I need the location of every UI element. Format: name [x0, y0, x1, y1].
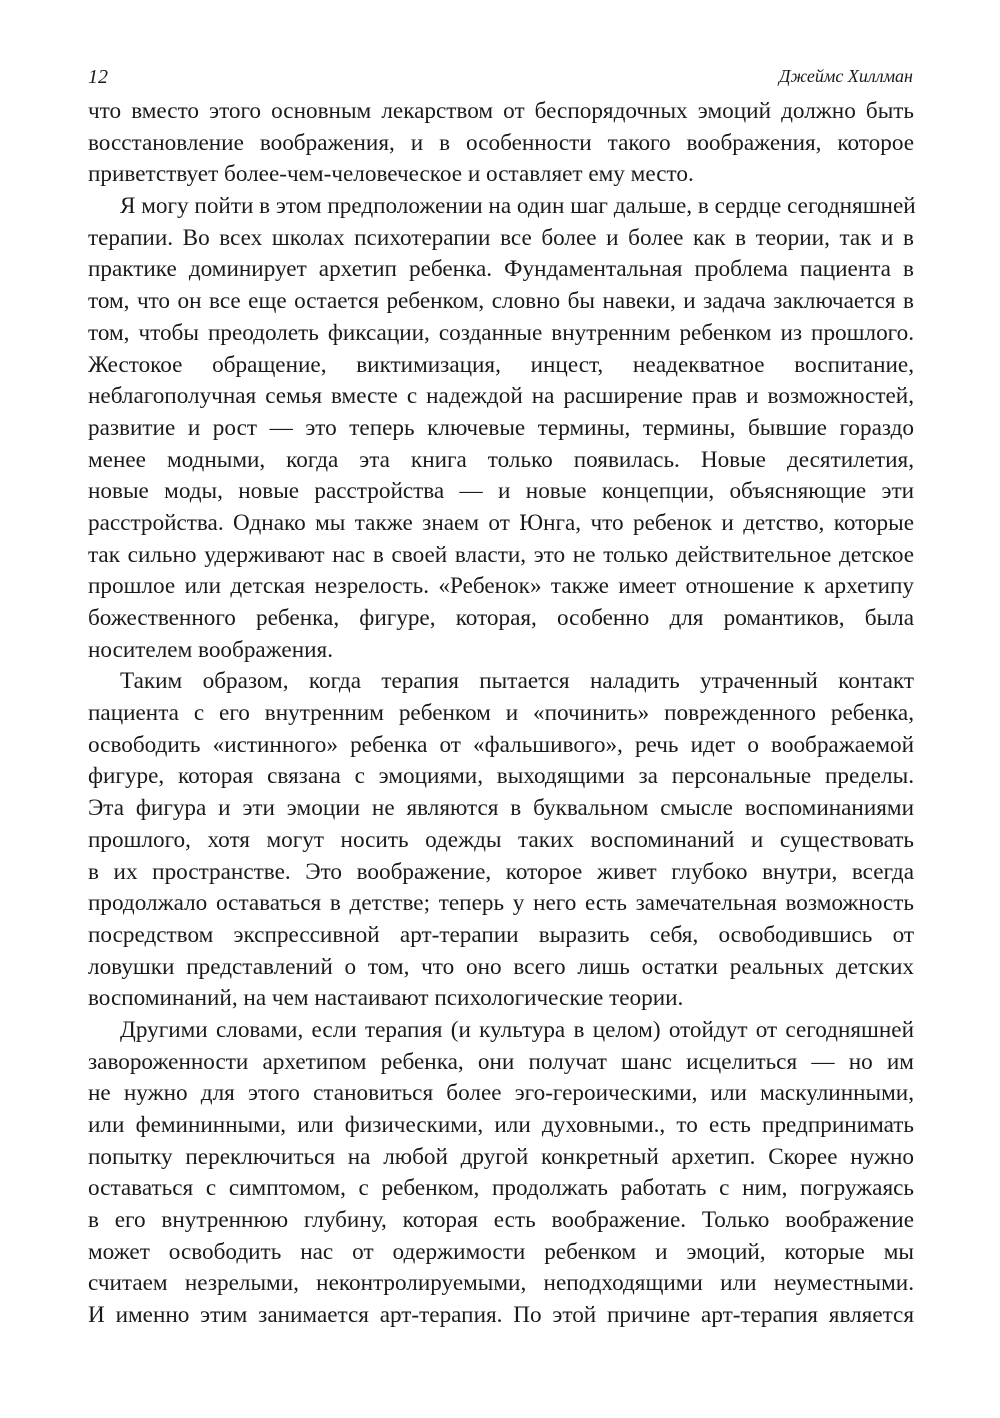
- text-line: расстройства. Однако мы также знаем от Юнга, что ребенок и детство, которые: [88, 509, 914, 536]
- text-line: попытку переключиться на любой другой конкретный архетип. Скорее нужно: [88, 1143, 914, 1170]
- text-line: пациента с его внутренним ребенком и «починить» поврежденного ребенка,: [88, 700, 914, 727]
- text-line: том, что он все еще остается ребенком, словно бы навеки, и задача заключается в: [88, 288, 914, 315]
- text-line: И именно этим занимается арт-терапия. По этой причине арт-терапия является: [88, 1302, 914, 1329]
- text-line: может освободить нас от одержимости ребенком и эмоций, которые мы: [88, 1238, 914, 1265]
- text-line: завороженности архетипом ребенка, они получат шанс исцелиться — но им: [88, 1048, 914, 1075]
- text-line: Эта фигура и эти эмоции не являются в буквальном смысле воспоминаниями: [88, 795, 914, 822]
- text-line: новые моды, новые расстройства — и новые концепции, объясняющие эти: [88, 478, 914, 505]
- text-line: Жестокое обращение, виктимизация, инцест, неадекватное воспитание,: [88, 351, 914, 378]
- text-line: оставаться с симптомом, с ребенком, продолжать работать с ним, погружаясь: [88, 1175, 914, 1202]
- body-text: [88, 96, 914, 1332]
- text-line: не нужно для этого становиться более эго-героическими, или маскулинными,: [88, 1080, 914, 1107]
- paragraph: [88, 1015, 914, 1332]
- text-line: восстановление воображения, и в особенности такого воображения, которое: [88, 129, 914, 156]
- paragraph: [88, 96, 914, 191]
- text-line: или фемининными, или физическими, или духовными., то есть предпринимать: [88, 1112, 914, 1138]
- text-line: освободить «истинного» ребенка от «фальшивого», речь идет о воображаемой: [88, 731, 914, 758]
- text-line: том, чтобы преодолеть фиксации, созданные внутренним ребенком из прошлого.: [88, 319, 914, 346]
- text-line: Другими словами, если терапия (и культура в целом) отойдут от сегодняшней: [120, 1016, 914, 1043]
- paragraph: [88, 666, 914, 1015]
- text-line: в их пространстве. Это воображение, которое живет глубоко внутри, всегда: [88, 858, 914, 885]
- text-line: развитие и рост — это теперь ключевые термины, термины, бывшие гораздо: [88, 414, 914, 441]
- running-header: [88, 66, 913, 94]
- page-number: 12: [88, 66, 108, 88]
- text-line: неблагополучная семья вместе с надеждой на расширение прав и возможностей,: [88, 383, 914, 410]
- text-line: приветствует более-чем-человеческое и оставляет ему место.: [88, 161, 694, 188]
- text-line: божественного ребенка, фигуре, которая, особенно для романтиков, была: [88, 605, 914, 631]
- text-line: что вместо этого основным лекарством от беспорядочных эмоций должно быть: [88, 98, 914, 124]
- text-line: Я могу пойти в этом предположении на один шаг дальше, в сердце сегодняшней: [120, 193, 916, 220]
- text-line: прошлого, хотя могут носить одежды таких воспоминаний и существовать: [88, 826, 914, 853]
- text-line: считаем незрелыми, неконтролируемыми, неподходящими или неуместными.: [88, 1270, 914, 1297]
- text-line: воспоминаний, на чем настаивают психологические теории.: [88, 985, 684, 1012]
- text-line: носителем воображения.: [88, 636, 333, 663]
- text-line: фигуре, которая связана с эмоциями, выходящими за персональные пределы.: [88, 763, 914, 790]
- text-line: Таким образом, когда терапия пытается наладить утраченный контакт: [120, 668, 914, 695]
- text-line: так сильно удерживают нас в своей власти, это не только действительное детское: [88, 541, 914, 568]
- paragraph: [88, 191, 914, 666]
- text-line: ловушки представлений о том, что оно всего лишь остатки реальных детских: [88, 953, 914, 980]
- text-line: терапии. Во всех школах психотерапии все более и более как в теории, так и в: [88, 224, 914, 251]
- text-line: прошлое или детская незрелость. «Ребенок» также имеет отношение к архетипу: [88, 573, 914, 600]
- running-header-author: Джеймс Хиллман: [778, 66, 913, 86]
- text-line: менее модными, когда эта книга только появилась. Новые десятилетия,: [88, 446, 914, 473]
- text-line: практике доминирует архетип ребенка. Фундаментальная проблема пациента в: [88, 256, 914, 283]
- text-line: в его внутреннюю глубину, которая есть воображение. Только воображение: [88, 1207, 914, 1234]
- text-line: посредством экспрессивной арт-терапии выразить себя, освободившись от: [88, 921, 914, 948]
- text-line: продолжало оставаться в детстве; теперь у него есть замечательная возможность: [88, 890, 914, 917]
